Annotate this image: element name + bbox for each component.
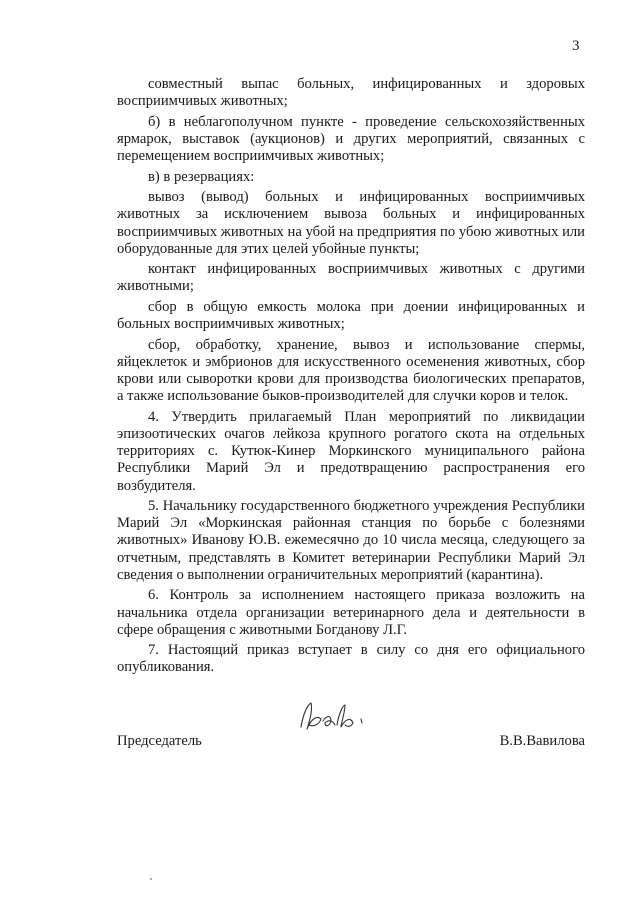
signatory-title: Председатель: [117, 733, 202, 749]
signatory-name: В.В.Вавилова: [499, 733, 585, 749]
handwritten-signature: [295, 697, 385, 737]
paragraph: б) в неблагополучном пункте - проведение сельскохозяйственных ярмарок, выставок (аукционов) и других мероприятий, связанных с перемещением восприимчивых животных;: [117, 113, 585, 165]
paragraph: совместный выпас больных, инфицированных и здоровых восприимчивых животных;: [117, 76, 585, 110]
paragraph: вывоз (вывод) больных и инфицированных восприимчивых животных за исключением вывоза больных и инфицированных восприимчивых животных на убой на предприятия по убою животных или оборудованные для этих целей убойные пункты;: [117, 189, 585, 257]
paragraph: 6. Контроль за исполнением настоящего приказа возложить на начальника отдела организации ветеринарного дела и деятельности в сфере обращения с животными Богданову Л.Г.: [117, 587, 585, 638]
paragraph: контакт инфицированных восприимчивых животных с другими животными;: [117, 261, 585, 295]
scan-speck: [150, 878, 152, 880]
paragraph: сбор в общую емкость молока при доении инфицированных и больных восприимчивых животных;: [117, 298, 585, 333]
document-body: [117, 76, 585, 680]
paragraph: 5. Начальнику государственного бюджетного учреждения Республики Марий Эл «Моркинская районная станция по борьбе с болезнями животных» Иванову Ю.В. ежемесячно до 10 числа месяца, следующего за отчетным, представлять в Комитет ветеринарии Республики Марий Эл сведения о выполнении ограничительных мероприятий (карантина).: [117, 498, 585, 583]
paragraph: 4. Утвердить прилагаемый План мероприятий по ликвидации эпизоотических очагов лейкоза крупного рогатого скота на отдельных территориях с. Кутюк-Кинер Моркинского муниципального района Республики Марий Эл и предотвращению распространения его возбудителя.: [117, 408, 585, 494]
paragraph: 7. Настоящий приказ вступает в силу со дня его официального опубликования.: [117, 642, 585, 676]
paragraph: в) в резервациях:: [148, 168, 255, 185]
paragraph: сбор, обработку, хранение, вывоз и использование спермы, яйцеклеток и эмбрионов для искусственного осеменения животных, сбор крови или сыворотки крови для производства биологических препаратов, а также использование быков-производителей для случки коров и телок.: [117, 336, 585, 405]
page-number: 3: [572, 38, 580, 54]
